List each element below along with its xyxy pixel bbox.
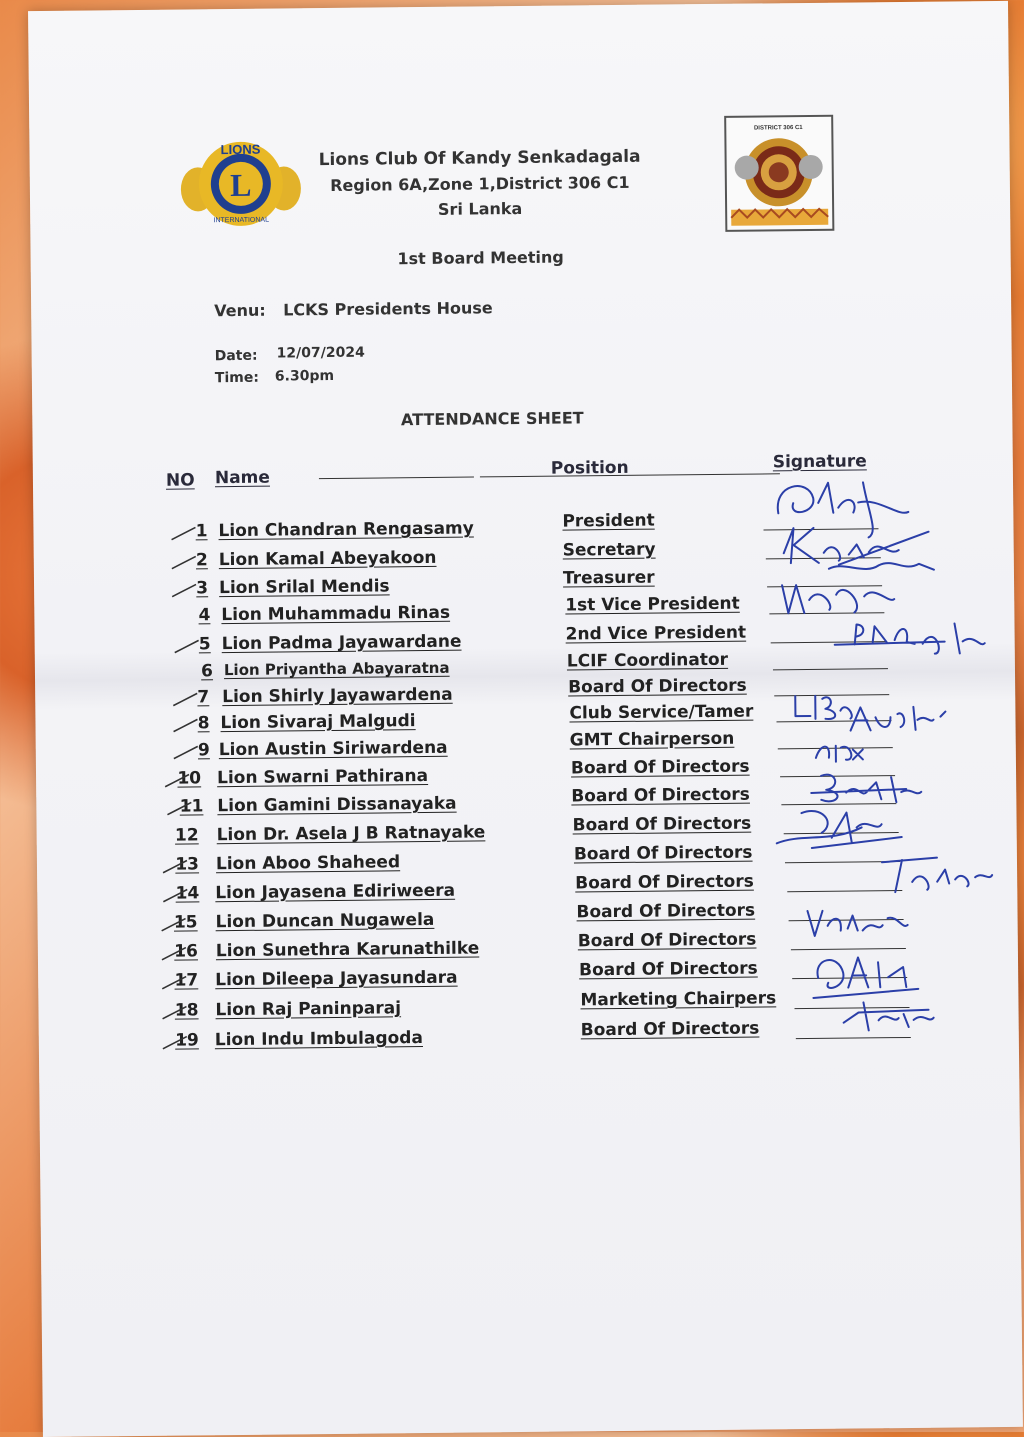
lions-logo-letter: L: [229, 166, 252, 204]
attendance-tick-mark: [171, 689, 201, 709]
handwritten-signature: [771, 802, 922, 859]
row-number: 18: [174, 1000, 199, 1021]
member-position: Board Of Directors: [573, 842, 753, 865]
row-number: 3: [196, 578, 209, 599]
venue-label: Venu:: [214, 300, 266, 321]
member-position: Secretary: [562, 539, 656, 561]
member-name: Lion Gamini Dissanayaka: [217, 793, 457, 817]
member-position: Marketing Chairpers: [580, 988, 777, 1011]
member-name: Lion Padma Jayawardane: [221, 631, 462, 655]
handwritten-signature: [845, 701, 955, 734]
member-name: Lion Dr. Asela J B Ratnayake: [216, 822, 486, 846]
attendance-tick-mark: [170, 580, 200, 600]
attendance-tick-mark: [160, 1002, 190, 1022]
member-name: Lion Indu Imbulagoda: [214, 1028, 423, 1051]
column-header-name: Name: [214, 467, 270, 489]
sheet-title: ATTENDANCE SHEET: [400, 408, 584, 430]
attendance-tick-mark: [163, 770, 193, 790]
club-country: Sri Lanka: [437, 198, 523, 219]
member-name: Lion Austin Siriwardena: [218, 737, 448, 761]
member-name: Lion Aboo Shaheed: [215, 852, 401, 875]
member-position: 1st Vice President: [565, 593, 740, 616]
member-position: Board Of Directors: [575, 871, 754, 894]
attendance-tick-mark: [172, 742, 202, 762]
member-name: Lion Sunethra Karunathilke: [215, 938, 480, 962]
member-name: Lion Muhammadu Rinas: [221, 602, 451, 626]
member-name: Lion Chandran Rengasamy: [218, 518, 474, 542]
attendance-tick-mark: [170, 552, 200, 572]
member-name: Lion Kamal Abeyakoon: [218, 547, 437, 571]
member-position: Board Of Directors: [570, 756, 750, 779]
row-number: 11: [179, 796, 204, 817]
row-number: 8: [197, 713, 210, 734]
member-position: Board Of Directors: [578, 958, 758, 981]
member-name: Lion Raj Paninparaj: [215, 998, 402, 1021]
attendance-tick-mark: [161, 1032, 191, 1052]
member-position: Board Of Directors: [568, 675, 747, 698]
attendance-tick-mark: [173, 636, 203, 656]
row-number: 7: [197, 687, 210, 708]
handwritten-signature: [802, 900, 912, 941]
row-number: 12: [174, 825, 199, 846]
lions-logo-bottom-text: INTERNATIONAL: [213, 216, 270, 225]
member-position: Board Of Directors: [572, 813, 752, 836]
member-position: Board Of Directors: [571, 784, 750, 807]
date-label: Date:: [214, 347, 258, 365]
attendance-tick-mark: [171, 715, 201, 735]
lions-logo-top-text: LIONS: [220, 141, 261, 158]
row-number: 13: [175, 854, 200, 875]
member-position: Treasurer: [562, 567, 655, 589]
district-logo-text: DISTRICT 306 C1: [753, 125, 803, 132]
row-number: 15: [173, 912, 198, 933]
row-number: 5: [198, 634, 211, 655]
header-rule-1: [319, 476, 474, 479]
row-number: 4: [198, 605, 211, 626]
member-position: GMT Chairperson: [569, 728, 735, 751]
row-number: 9: [197, 740, 210, 761]
row-number: 14: [175, 883, 200, 904]
attendance-tick-mark: [165, 798, 195, 818]
member-name: Lion Priyantha Abayaratna: [223, 658, 450, 680]
handwritten-signature: [877, 851, 997, 897]
member-position: Board Of Directors: [577, 929, 757, 952]
signature-line: [773, 668, 888, 670]
row-number: 19: [175, 1030, 199, 1051]
attendance-sheet-paper: [28, 1, 1023, 1437]
member-name: Lion Duncan Nugawela: [215, 909, 435, 933]
column-header-no: NO: [165, 470, 195, 491]
signature-line: [796, 1037, 911, 1039]
meeting-title: 1st Board Meeting: [397, 247, 564, 269]
member-position: Club Service/Tamer: [569, 701, 754, 724]
date-value: 12/07/2024: [276, 344, 365, 362]
member-name: Lion Srilal Mendis: [218, 576, 390, 599]
member-name: Lion Jayasena Ediriweera: [215, 880, 456, 904]
member-position: President: [562, 510, 655, 532]
attendance-tick-mark: [169, 523, 199, 543]
attendance-tick-mark: [159, 914, 189, 934]
member-name: Lion Swarni Pathirana: [216, 765, 429, 789]
header-rule-2: [480, 473, 780, 477]
member-name: Lion Shirly Jayawardena: [222, 684, 453, 708]
member-name: Lion Sivaraj Malgudi: [220, 711, 416, 734]
column-header-position: Position: [550, 457, 629, 479]
row-number: 16: [174, 941, 198, 962]
member-name: Lion Dileepa Jayasundara: [215, 967, 458, 991]
handwritten-signature: [794, 613, 1004, 660]
row-number: 6: [201, 661, 214, 682]
attendance-tick-mark: [160, 943, 190, 963]
row-number: 10: [177, 768, 202, 789]
row-number: 2: [195, 550, 208, 571]
handwritten-signature: [774, 574, 904, 617]
attendance-tick-mark: [161, 856, 191, 876]
member-position: LCIF Coordinator: [566, 649, 729, 672]
club-name: Lions Club Of Kandy Senkadagala: [318, 146, 641, 171]
time-label: Time:: [214, 369, 259, 387]
member-position: Board Of Directors: [576, 900, 756, 923]
venue-value: LCKS Presidents House: [283, 298, 493, 320]
row-number: 1: [195, 521, 208, 542]
row-number: 17: [174, 970, 199, 991]
member-position: 2nd Vice President: [565, 622, 747, 645]
attendance-tick-mark: [161, 885, 191, 905]
attendance-tick-mark: [160, 972, 190, 992]
member-position: Board Of Directors: [580, 1018, 760, 1041]
column-header-signature: Signature: [772, 451, 867, 473]
handwritten-signature: [838, 992, 938, 1033]
time-value: 6.30pm: [274, 367, 335, 385]
club-region: Region 6A,Zone 1,District 306 C1: [330, 172, 630, 195]
handwritten-signature: [811, 737, 871, 766]
